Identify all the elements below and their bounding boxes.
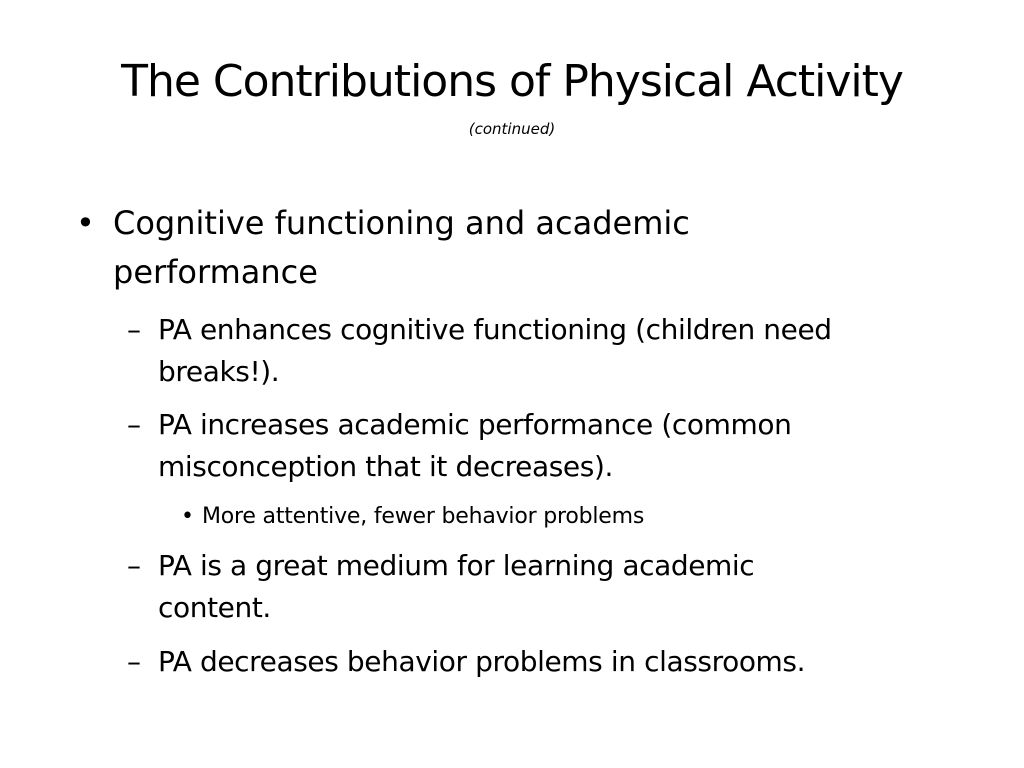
sub-point-line: PA increases academic performance (common (158, 408, 792, 441)
bullet-icon: • (76, 204, 95, 242)
sub-point-line: PA is a great medium for learning academic (158, 549, 755, 582)
dash-icon: – (127, 549, 141, 582)
sub-point-line: PA decreases behavior problems in classrooms. (158, 645, 806, 678)
dash-icon: – (127, 313, 141, 346)
sub-point-line: misconception that it decreases). (158, 450, 613, 483)
slide-subtitle: (continued) (468, 120, 556, 138)
dash-icon: – (127, 408, 141, 441)
dash-icon: – (127, 645, 141, 678)
bullet-text-line: Cognitive functioning and academic (113, 204, 690, 242)
detail-line: More attentive, fewer behavior problems (202, 504, 645, 529)
sub-point-line: PA enhances cognitive functioning (children need (158, 313, 832, 346)
slide-title: The Contributions of Physical Activity (121, 56, 903, 107)
bullet-text-line: performance (113, 253, 318, 291)
sub-point-line: content. (158, 591, 271, 624)
small-bullet-icon: • (181, 504, 194, 529)
sub-point-line: breaks!). (158, 355, 280, 388)
